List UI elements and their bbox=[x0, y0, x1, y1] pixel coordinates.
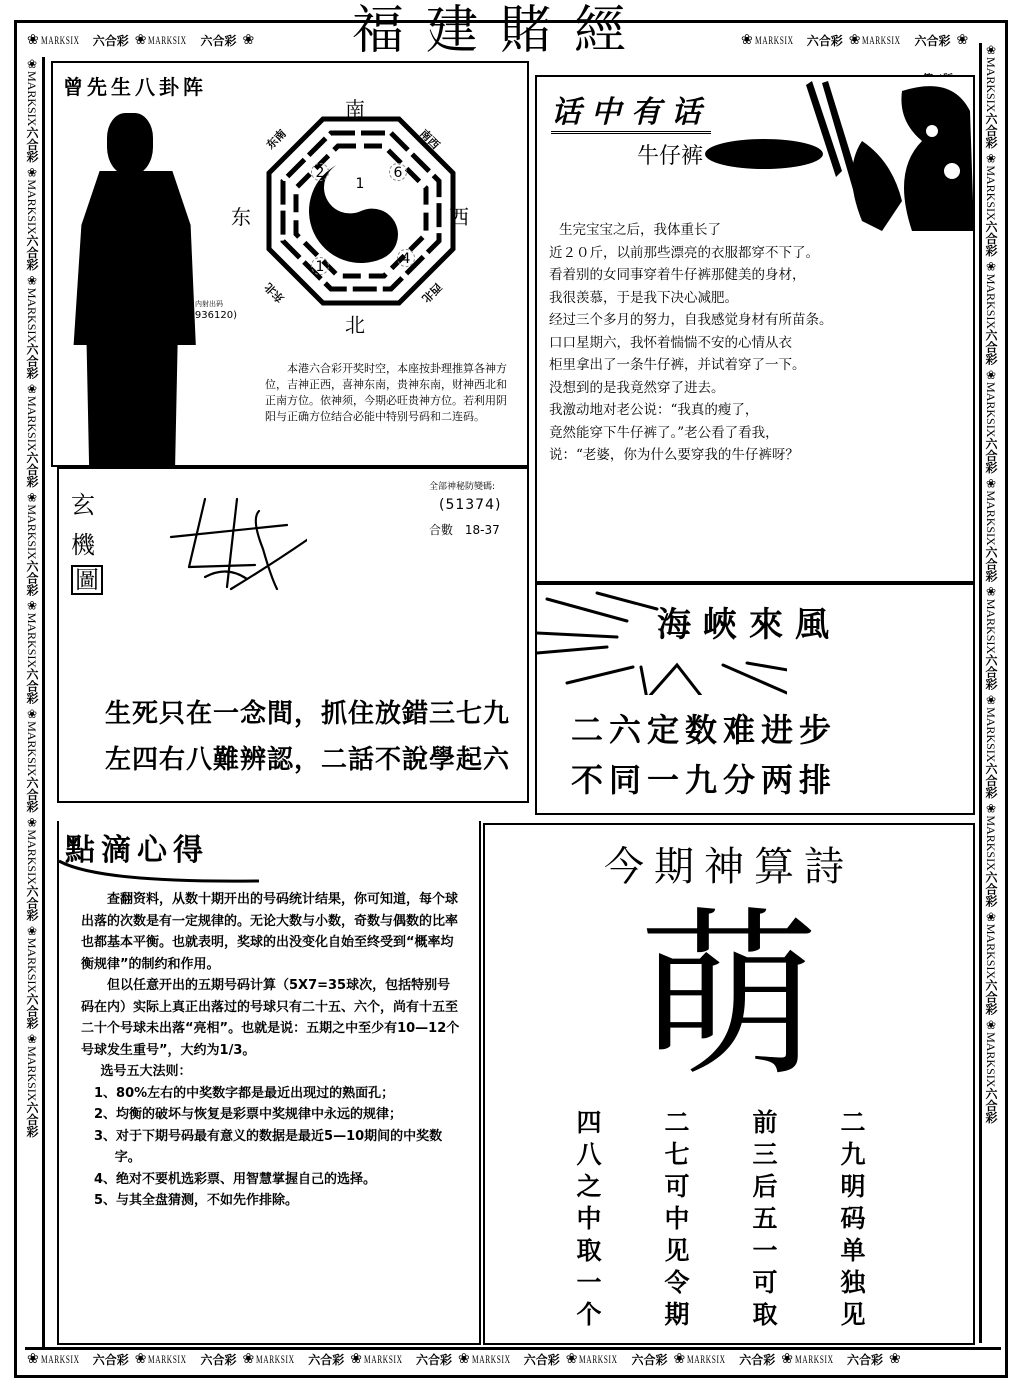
brand-latin: MARKSIX bbox=[148, 32, 188, 47]
story-body bbox=[549, 219, 969, 467]
heading-swoosh-icon bbox=[59, 857, 259, 887]
bagua-number: 1 bbox=[351, 175, 369, 193]
xuanji-poem-line: 生死只在一念間，抓住放錯三七九 bbox=[105, 699, 511, 729]
bagua-number: 2 bbox=[311, 163, 329, 181]
flower-icon: ❀ bbox=[242, 32, 255, 48]
story-line: 我激动地对老公说：“我真的瘦了， bbox=[549, 402, 759, 418]
poem-title: 今期神算詩 bbox=[604, 844, 854, 890]
story-line: 说：“老婆，你为什么要穿我的牛仔裤呀？ bbox=[549, 447, 799, 463]
direction-northeast: 东北 bbox=[261, 280, 287, 306]
brand-cn: 六合彩 bbox=[806, 33, 843, 48]
stats-body bbox=[81, 889, 461, 1212]
stats-paragraph: 查翻资料，从数十期开出的号码统计结果，你可知道，每个球出落的次数是有一定规律的。无论大数与小数，奇数与偶数的比率也都基本平衡。也就表明，奖球的出没变化自始至终受到“概率均衡规律”的制约和作用。 bbox=[81, 892, 459, 972]
poem-column: 四 八 之 中 取 一 个 bbox=[576, 1108, 602, 1329]
bagua-number: 4 bbox=[397, 249, 415, 267]
poem-big-char: 萌 bbox=[638, 892, 819, 1101]
xuanji-code: (51374) bbox=[439, 497, 502, 513]
direction-north: 北 bbox=[345, 313, 365, 337]
direction-east: 东 bbox=[231, 205, 251, 229]
brand-latin: MARKSIX bbox=[862, 32, 902, 47]
xuanji-info-label: 全部神秘防變碼: bbox=[429, 482, 496, 492]
flower-icon: ❀ bbox=[956, 32, 969, 48]
bagua-description: 本港六合彩开奖时空，本座按卦理推算各神方位，吉神正西，喜神东南，贵神东南，财神西北和正南方位。依神须，今期必旺贵神方位。若利用阴阳与正确方位结合必能中特别号码和二连码。 bbox=[265, 362, 507, 423]
figure-caption: 内射出码 bbox=[195, 300, 223, 308]
figure-code: (936120) bbox=[191, 310, 237, 321]
brand-strip-right bbox=[979, 43, 1001, 1343]
brand-cn: 六合彩 bbox=[200, 33, 237, 48]
mystery-sketch-icon bbox=[167, 489, 307, 619]
story-line: 近２０斤，以前那些漂亮的衣服都穿不下了。 bbox=[549, 244, 819, 261]
rule-item: 4、绝对不要机选彩票、用智慧掌握自己的选择。 bbox=[94, 1171, 377, 1187]
brand-repeat-left: ❀MARKSIX六合彩 ❀MARKSIX六合彩 ❀MARKSIX六合彩 ❀MARKSIX六合彩 ❀MARKSIX六合彩 ❀MARKSIX六合彩 ❀MARKSIX六合彩 ❀MARKSIX六合彩 ❀MARKSIX六合彩 ❀MARKSIX六合彩 bbox=[25, 57, 39, 1138]
xuanji-sum bbox=[429, 521, 500, 538]
xuanji-label-char: 圖 bbox=[71, 565, 103, 595]
brand-cn: 六合彩 bbox=[914, 33, 951, 48]
rule-item: 2、均衡的破坏与恢复是彩票中奖规律中永远的规律； bbox=[94, 1107, 403, 1122]
story-line: 口口星期六，我怀着惴惴不安的心情从衣 bbox=[549, 334, 792, 351]
rule-item: 1、80%左右的中奖数字都是最近出现过的熟面孔； bbox=[94, 1085, 395, 1101]
haixia-line: 不同一九分两排 bbox=[571, 761, 838, 799]
bagua-title: 曾先生八卦阵 bbox=[63, 75, 207, 99]
flower-icon: ❀ bbox=[134, 32, 147, 48]
story-title: 话中有话 bbox=[551, 87, 711, 134]
brand-cn: 六合彩 bbox=[92, 33, 129, 48]
rule-item: 5、与其全盘猜测，不如先作排除。 bbox=[94, 1193, 299, 1208]
masthead-title: 福建賭經 bbox=[320, 2, 680, 60]
sum-value: 18-37 bbox=[464, 523, 500, 537]
story-line: 竟然能穿下牛仔裤了。”老公看了看我， bbox=[549, 424, 779, 441]
story-line: 没想到的是我竟然穿了进去。 bbox=[549, 379, 725, 396]
poem-column: 二 七 可 中 见 令 期 bbox=[664, 1108, 690, 1329]
story-line: 生完宝宝之后，我体重长了 bbox=[559, 222, 721, 238]
brand-repeat-right: ❀MARKSIX六合彩 ❀MARKSIX六合彩 ❀MARKSIX六合彩 ❀MARKSIX六合彩 ❀MARKSIX六合彩 ❀MARKSIX六合彩 ❀MARKSIX六合彩 ❀MARKSIX六合彩 ❀MARKSIX六合彩 ❀MARKSIX六合彩 bbox=[984, 43, 998, 1124]
poem-panel bbox=[483, 823, 975, 1345]
bagua-number: 7 bbox=[349, 240, 359, 256]
story-line: 我很羡慕，于是我下决心减肥。 bbox=[549, 289, 738, 306]
bagua-number: 1 bbox=[311, 257, 329, 275]
xuanji-panel bbox=[57, 467, 529, 803]
flower-icon: ❀ bbox=[741, 32, 753, 48]
haixia-line: 二六定数难进步 bbox=[571, 711, 838, 749]
story-subtitle: 牛仔裤 bbox=[637, 144, 704, 169]
haixia-panel bbox=[535, 583, 975, 815]
rule-item: 3、对于下期号码最有意义的数据是最近5—10期间的中奖数字。 bbox=[94, 1128, 443, 1165]
brand-strip-left bbox=[23, 57, 45, 1347]
brand-latin: MARKSIX bbox=[40, 32, 80, 47]
xuanji-label-char: 機 bbox=[71, 531, 95, 559]
sum-label: 合數 bbox=[429, 523, 454, 537]
xuanji-label-char: 玄 bbox=[71, 491, 95, 519]
direction-southeast: 东南 bbox=[263, 126, 289, 152]
master-silhouette-image bbox=[71, 113, 201, 468]
direction-west: 西 bbox=[449, 205, 469, 229]
story-panel bbox=[535, 75, 975, 583]
poem-columns bbox=[569, 1107, 873, 1331]
bagua-panel bbox=[51, 61, 529, 467]
ink-artwork-image bbox=[802, 81, 974, 231]
flower-icon: ❀ bbox=[27, 32, 39, 48]
bagua-number: 6 bbox=[389, 163, 407, 181]
rules-heading: 选号五大法则： bbox=[100, 1064, 192, 1079]
brand-strip-bottom: ❀ MARKSIX 六合彩 ❀ MARKSIX 六合彩 ❀ MARKSIX 六合彩 ❀ MARKSIX 六合彩 ❀ MARKSIX 六合彩 ❀ MARKSIX 六合彩 ❀ MARKSIX 六合彩 ❀ MARKSIX 六合彩 ❀ bbox=[25, 1347, 1001, 1369]
poem-column: 二 九 明 码 单 独 见 bbox=[840, 1108, 866, 1329]
brand-strip-top-right bbox=[739, 29, 1001, 51]
direction-northwest: 西北 bbox=[419, 280, 445, 306]
xuanji-poem-line: 左四右八難辨認，二話不說學起六 bbox=[105, 745, 511, 775]
stats-paragraph: 但以任意开出的五期号码计算（5X7=35球次，包括特别号码在内）实际上真正出落过的号球只有二十五、六个，尚有十五至二十个号球未出落“亮相”。也就是说：五期之中至少有10—12个号球发生重号”，大约为1/3。 bbox=[81, 978, 460, 1058]
page-frame bbox=[14, 20, 1008, 1378]
direction-southwest: 南西 bbox=[417, 126, 443, 152]
story-line: 经过三个多月的努力，自我感觉身材有所苗条。 bbox=[549, 312, 833, 328]
brand-strip-top-left bbox=[25, 29, 325, 51]
story-line: 看着别的女同事穿着牛仔裤那健美的身材， bbox=[549, 267, 806, 283]
haixia-title: 海峽來風 bbox=[657, 605, 841, 645]
brand-latin: MARKSIX bbox=[754, 32, 794, 47]
stats-heading: 點滴心得 bbox=[65, 833, 209, 868]
stats-panel bbox=[57, 821, 481, 1345]
story-line: 柜里拿出了一条牛仔裤，并试着穿了一下。 bbox=[549, 357, 806, 373]
flower-icon: ❀ bbox=[848, 32, 861, 48]
poem-column: 前 三 后 五 一 可 取 bbox=[752, 1108, 778, 1329]
direction-south: 南 bbox=[345, 97, 365, 121]
